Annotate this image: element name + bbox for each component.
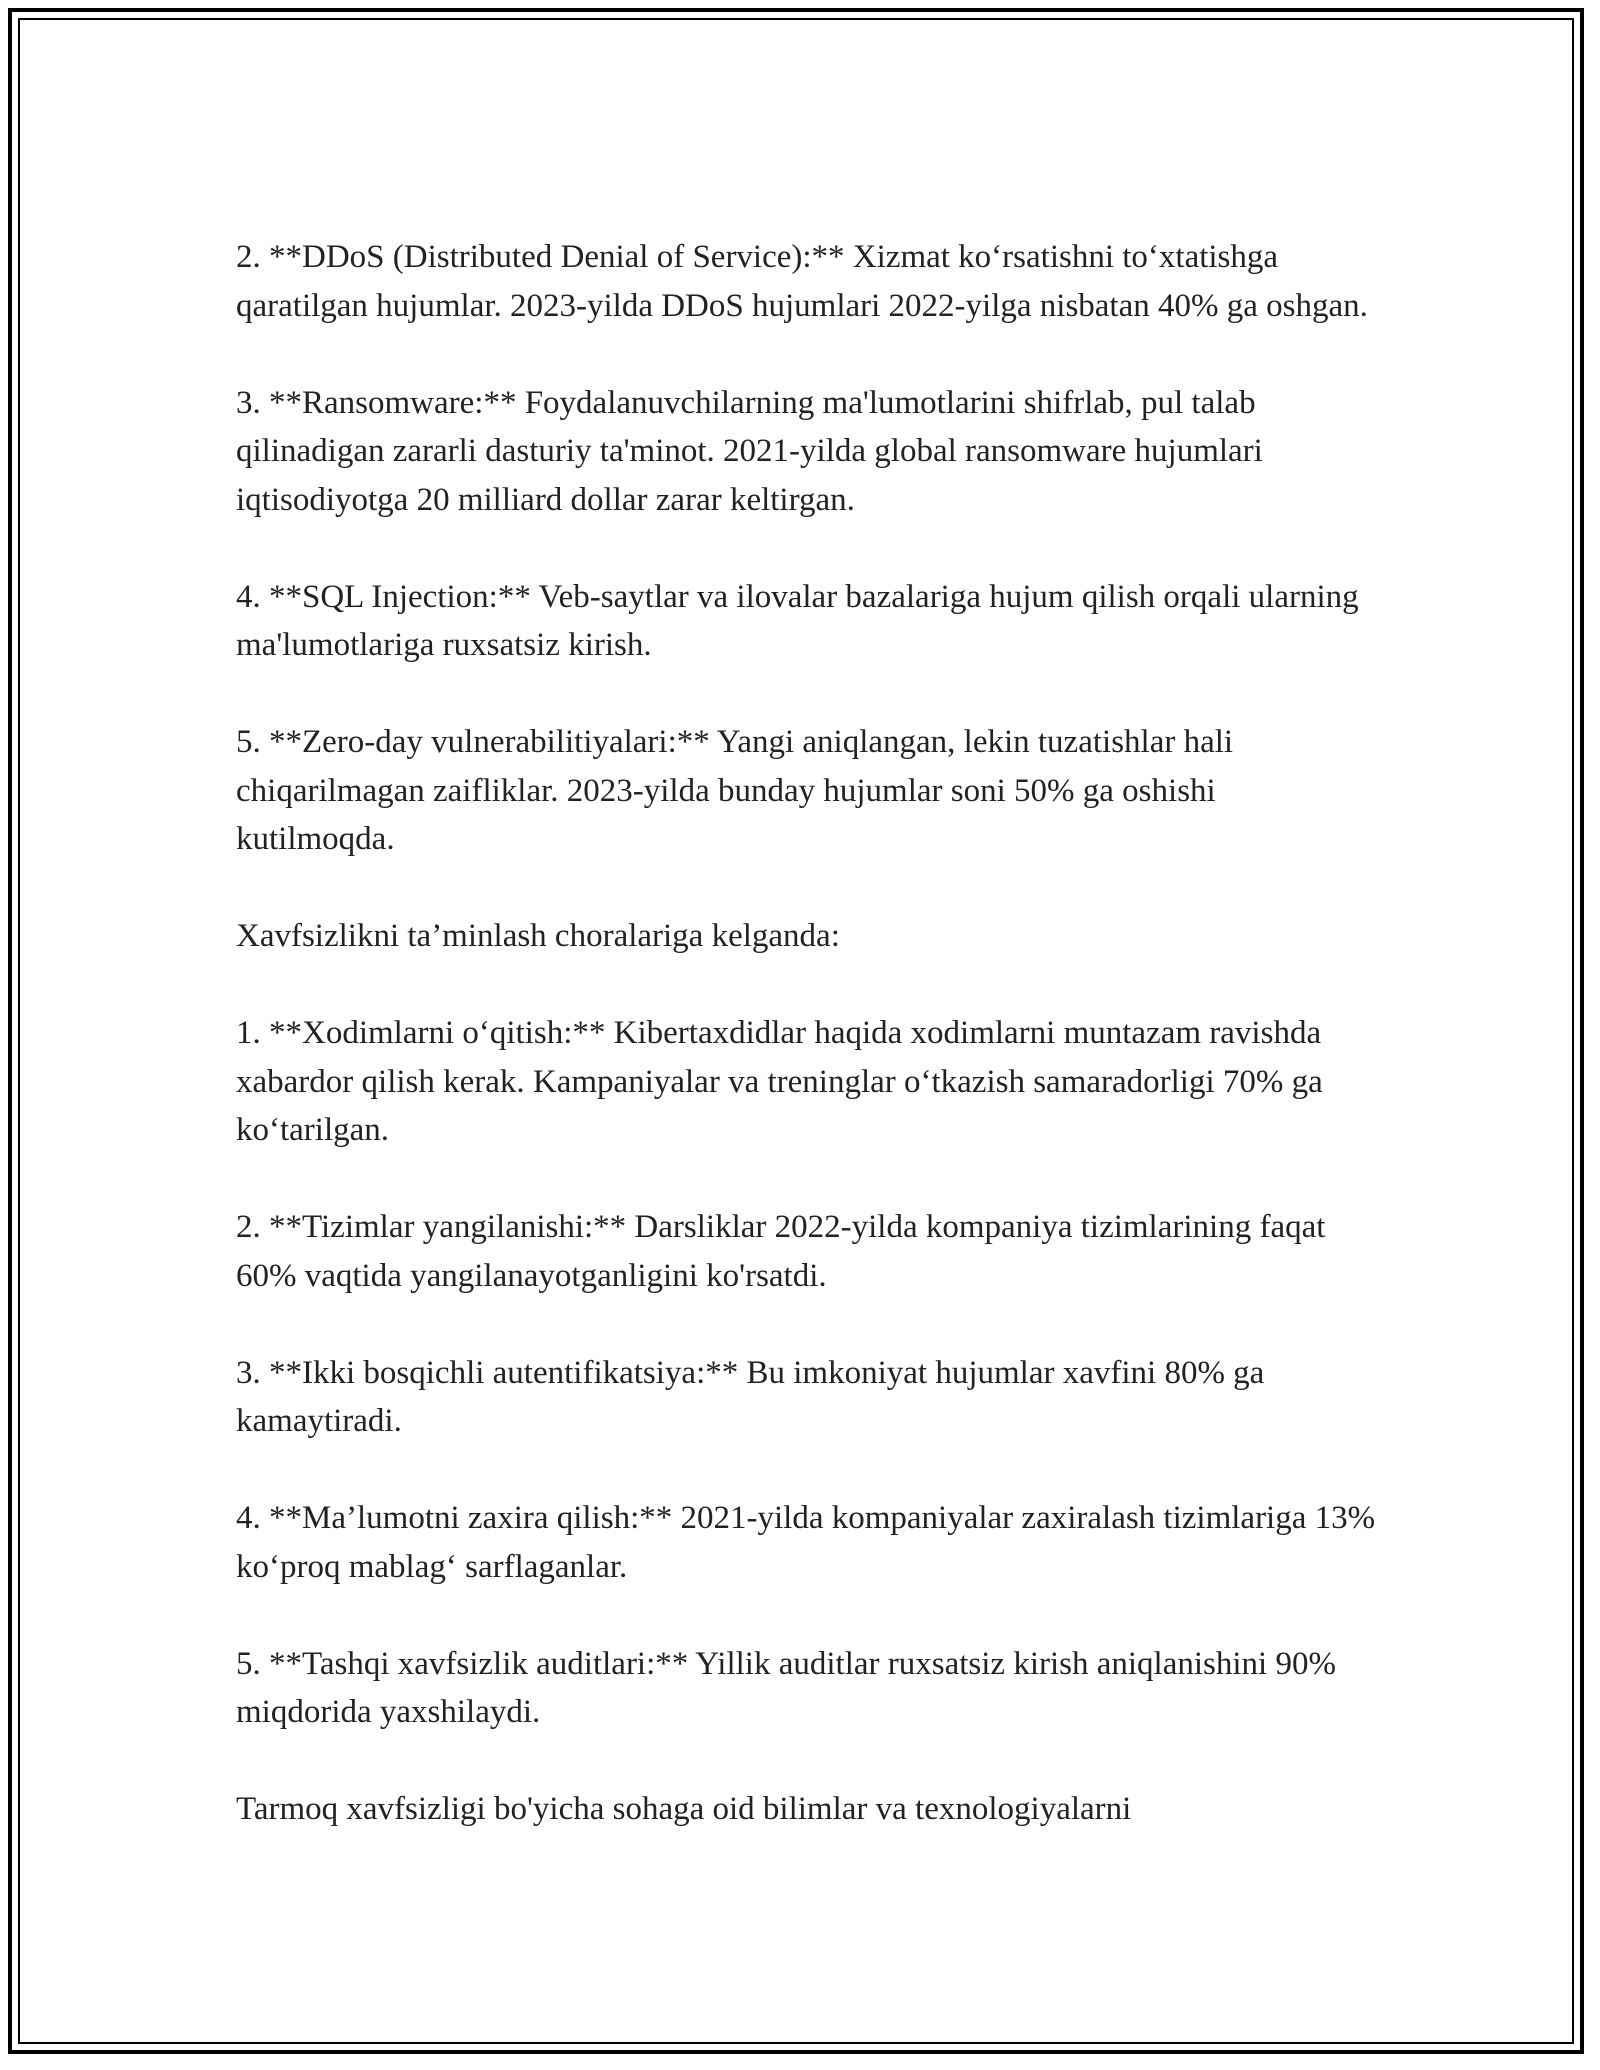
paragraph-ransomware: 3. **Ransomware:** Foydalanuvchilarning ma'lumotlarini shifrlab, pul talab qilinadigan zararli dasturiy ta'minot. 2021-yilda global ransomware hujumlari iqtisodiyotga 20 milliard dollar zarar keltirgan. xyxy=(236,384,1263,518)
paragraph-system-updates: 2. **Tizimlar yangilanishi:** Darsliklar 2022-yilda kompaniya tizimlarining faqat 60% vaqtida yangilanayotganligini ko'rsatdi. xyxy=(236,1209,1326,1294)
document-body xyxy=(236,233,1376,1882)
paragraph-data-backup: 4. **Ma’lumotni zaxira qilish:** 2021-yilda kompaniyalar zaxiralash tizimlariga 13% koʻproq mablagʻ sarflaganlar. xyxy=(236,1500,1376,1585)
paragraph-closing: Tarmoq xavfsizligi bo'yicha sohaga oid bilimlar va texnologiyalarni xyxy=(236,1791,1132,1827)
paragraph-external-audits: 5. **Tashqi xavfsizlik auditlari:** Yillik auditlar ruxsatsiz kirish aniqlanishini 90% miqdorida yaxshilaydi. xyxy=(236,1645,1336,1730)
paragraph-measures-intro: Xavfsizlikni ta’minlash choralariga kelganda: xyxy=(236,918,840,954)
paragraph-zero-day: 5. **Zero-day vulnerabilitiyalari:** Yangi aniqlangan, lekin tuzatishlar hali chiqarilmagan zaifliklar. 2023-yilda bunday hujumlar soni 50% ga oshishi kutilmoqda. xyxy=(236,724,1234,857)
paragraph-staff-training: 1. **Xodimlarni oʻqitish:** Kibertaxdidlar haqida xodimlarni muntazam ravishda xabardor qilish kerak. Kampaniyalar va treninglar oʻtkazish samaradorligi 70% ga koʻtarilgan. xyxy=(236,1015,1323,1148)
paragraph-sql-injection: 4. **SQL Injection:** Veb-saytlar va ilovalar bazalariga hujum qilish orqali ularning ma'lumotlariga ruxsatsiz kirish. xyxy=(236,578,1359,663)
paragraph-two-factor-auth: 3. **Ikki bosqichli autentifikatsiya:** Bu imkoniyat hujumlar xavfini 80% ga kamaytiradi. xyxy=(236,1354,1265,1439)
paragraph-ddos: 2. **DDoS (Distributed Denial of Service):** Xizmat koʻrsatishni toʻxtatishga qaratilgan hujumlar. 2023-yilda DDoS hujumlari 2022-yilga nisbatan 40% ga oshgan. xyxy=(236,239,1368,324)
